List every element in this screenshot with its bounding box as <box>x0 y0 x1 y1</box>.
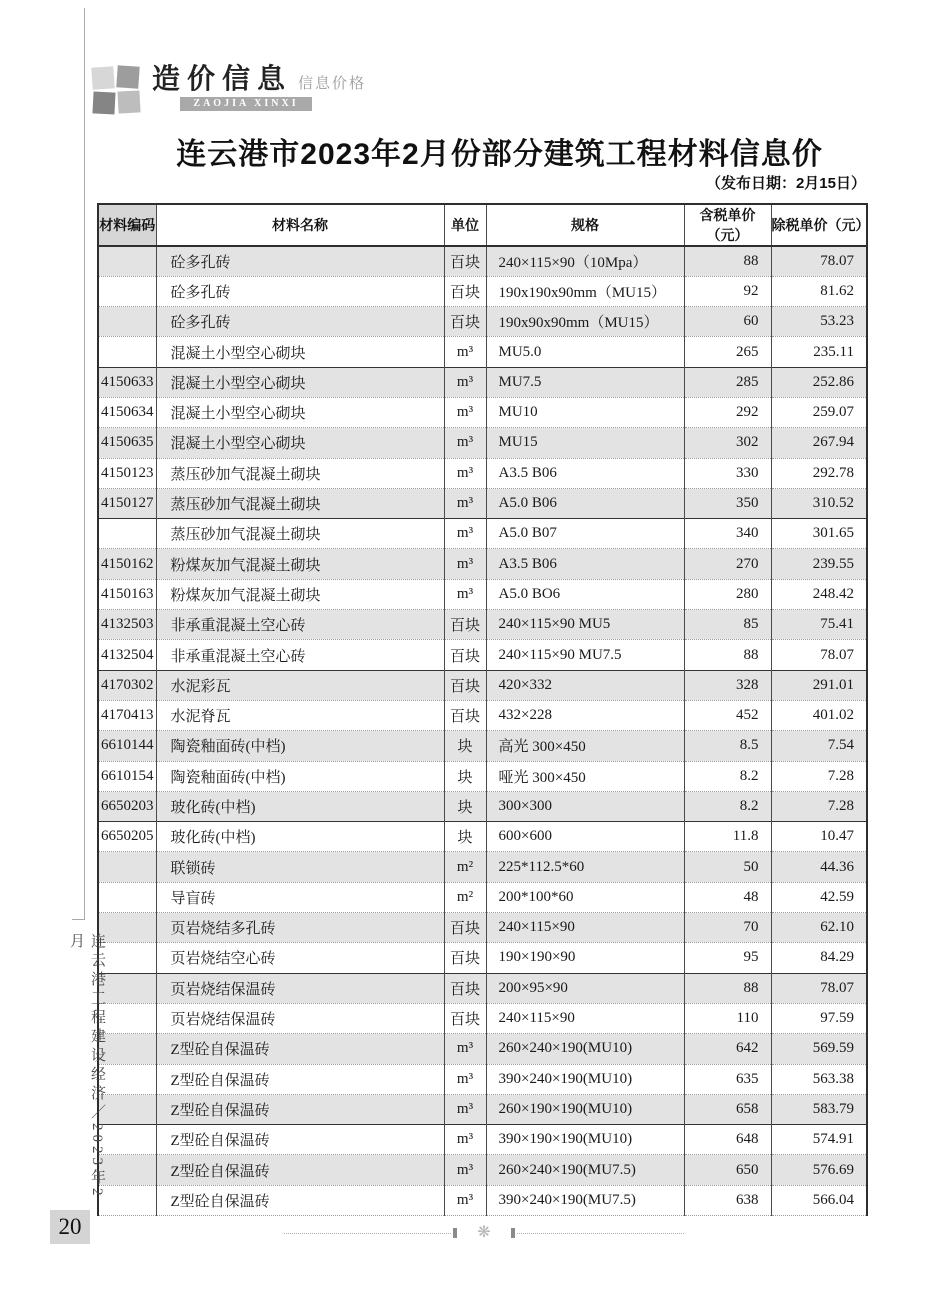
cell-tax: 285 <box>684 367 771 397</box>
cell-tax: 88 <box>684 973 771 1003</box>
table-header-row <box>98 204 867 246</box>
cell-unit: m³ <box>444 337 486 367</box>
cell-unit: m³ <box>444 428 486 458</box>
footer-dotted-rule-right <box>517 1233 684 1234</box>
cell-unit: m³ <box>444 549 486 579</box>
cell-extax: 292.78 <box>771 458 867 488</box>
cell-name: 非承重混凝土空心砖 <box>156 640 444 670</box>
left-margin-rule-tick <box>72 919 85 920</box>
cell-unit: m² <box>444 882 486 912</box>
footer-dotted-rule-left <box>284 1233 451 1234</box>
cell-tax: 302 <box>684 428 771 458</box>
cell-tax: 280 <box>684 579 771 609</box>
cell-tax: 88 <box>684 640 771 670</box>
cell-name: 非承重混凝土空心砖 <box>156 610 444 640</box>
cell-spec: 240×115×90（10Mpa） <box>486 246 684 276</box>
sidebar-journal-title: 连云港工程建设经济／2023年2月 <box>68 933 105 1200</box>
col-header-material-name: 材料名称 <box>156 204 444 246</box>
table-row <box>98 397 867 427</box>
cell-unit: m³ <box>444 1185 486 1215</box>
cell-spec: 200*100*60 <box>486 882 684 912</box>
cell-name: Z型砼自保温砖 <box>156 1094 444 1124</box>
cell-code: 6650203 <box>98 791 156 821</box>
cell-spec: 200×95×90 <box>486 973 684 1003</box>
cell-extax: 81.62 <box>771 276 867 306</box>
cell-extax: 53.23 <box>771 307 867 337</box>
table-row <box>98 791 867 821</box>
cell-spec: A5.0 BO6 <box>486 579 684 609</box>
logo-square-top-right <box>116 65 139 88</box>
cell-tax: 8.5 <box>684 731 771 761</box>
cell-tax: 340 <box>684 519 771 549</box>
cell-unit: 百块 <box>444 640 486 670</box>
footer-ornament <box>284 1224 684 1242</box>
cell-code: 4132503 <box>98 610 156 640</box>
cell-code: 4150123 <box>98 458 156 488</box>
cell-spec: A5.0 B06 <box>486 488 684 518</box>
cell-spec: A3.5 B06 <box>486 458 684 488</box>
table-row <box>98 1034 867 1064</box>
cell-name: Z型砼自保温砖 <box>156 1185 444 1215</box>
col-header-price-ex-tax: 除税单价（元） <box>771 204 867 246</box>
cell-code: 4170413 <box>98 700 156 730</box>
cell-extax: 310.52 <box>771 488 867 518</box>
table-row <box>98 458 867 488</box>
cell-name: 粉煤灰加气混凝土砌块 <box>156 579 444 609</box>
cell-tax: 658 <box>684 1094 771 1124</box>
cell-tax: 110 <box>684 1003 771 1033</box>
cell-unit: 百块 <box>444 973 486 1003</box>
cell-unit: m³ <box>444 519 486 549</box>
cell-extax: 7.28 <box>771 761 867 791</box>
footer-bar-left <box>453 1228 457 1238</box>
cell-name: 砼多孔砖 <box>156 246 444 276</box>
table-row <box>98 882 867 912</box>
cell-name: 页岩烧结保温砖 <box>156 1003 444 1033</box>
cell-tax: 95 <box>684 943 771 973</box>
table-row <box>98 488 867 518</box>
cell-name: 页岩烧结空心砖 <box>156 943 444 973</box>
table-row <box>98 428 867 458</box>
col-header-price-with-tax: 含税单价（元） <box>684 204 771 246</box>
table-row <box>98 276 867 306</box>
cell-code <box>98 519 156 549</box>
table-row <box>98 1003 867 1033</box>
cell-name: 砼多孔砖 <box>156 307 444 337</box>
cell-extax: 574.91 <box>771 1125 867 1155</box>
cell-spec: 240×115×90 MU7.5 <box>486 640 684 670</box>
cell-unit: m² <box>444 852 486 882</box>
cell-name: 蒸压砂加气混凝土砌块 <box>156 488 444 518</box>
cell-spec: 300×300 <box>486 791 684 821</box>
cell-unit: m³ <box>444 1125 486 1155</box>
cell-code: 4150634 <box>98 397 156 427</box>
cell-spec: MU15 <box>486 428 684 458</box>
cell-code: 4150127 <box>98 488 156 518</box>
cell-unit: m³ <box>444 1064 486 1094</box>
col-header-material-code: 材料编码 <box>98 204 156 246</box>
cell-spec: 432×228 <box>486 700 684 730</box>
cell-spec: MU5.0 <box>486 337 684 367</box>
cell-unit: 块 <box>444 791 486 821</box>
table-row <box>98 973 867 1003</box>
cell-name: Z型砼自保温砖 <box>156 1155 444 1185</box>
cell-tax: 48 <box>684 882 771 912</box>
cell-tax: 265 <box>684 337 771 367</box>
cell-unit: 百块 <box>444 913 486 943</box>
cell-spec: 390×240×190(MU7.5) <box>486 1185 684 1215</box>
cell-spec: 390×240×190(MU10) <box>486 1064 684 1094</box>
cell-spec: 390×190×190(MU10) <box>486 1125 684 1155</box>
cell-tax: 88 <box>684 246 771 276</box>
cell-extax: 566.04 <box>771 1185 867 1215</box>
logo-square-bottom-right <box>117 90 140 113</box>
masthead <box>92 64 366 116</box>
table-row <box>98 367 867 397</box>
cell-extax: 42.59 <box>771 882 867 912</box>
cell-spec: 225*112.5*60 <box>486 852 684 882</box>
cell-name: 玻化砖(中档) <box>156 791 444 821</box>
table-row <box>98 640 867 670</box>
cell-tax: 638 <box>684 1185 771 1215</box>
cell-tax: 650 <box>684 1155 771 1185</box>
cell-name: Z型砼自保温砖 <box>156 1064 444 1094</box>
cell-spec: MU7.5 <box>486 367 684 397</box>
table-row <box>98 549 867 579</box>
cell-name: 水泥彩瓦 <box>156 670 444 700</box>
cell-unit: m³ <box>444 488 486 518</box>
cell-spec: 240×115×90 <box>486 1003 684 1033</box>
cell-name: 导盲砖 <box>156 882 444 912</box>
cell-name: Z型砼自保温砖 <box>156 1034 444 1064</box>
table-row <box>98 852 867 882</box>
table-row <box>98 307 867 337</box>
cell-spec: 600×600 <box>486 822 684 852</box>
cell-code: 4150163 <box>98 579 156 609</box>
table-body <box>98 246 867 1216</box>
cell-unit: 百块 <box>444 276 486 306</box>
cell-extax: 583.79 <box>771 1094 867 1124</box>
cell-name: 陶瓷釉面砖(中档) <box>156 731 444 761</box>
cell-spec: 哑光 300×450 <box>486 761 684 791</box>
cell-tax: 60 <box>684 307 771 337</box>
cell-spec: A3.5 B06 <box>486 549 684 579</box>
cell-code <box>98 337 156 367</box>
cell-unit: m³ <box>444 397 486 427</box>
table-row <box>98 700 867 730</box>
cell-tax: 292 <box>684 397 771 427</box>
cell-code: 4132504 <box>98 640 156 670</box>
cell-code: 4150635 <box>98 428 156 458</box>
cell-extax: 301.65 <box>771 519 867 549</box>
table-row <box>98 610 867 640</box>
cell-tax: 50 <box>684 852 771 882</box>
cell-extax: 267.94 <box>771 428 867 458</box>
table-row <box>98 1185 867 1215</box>
masthead-tagline: ZAOJIA XINXI <box>180 97 312 111</box>
cell-name: 砼多孔砖 <box>156 276 444 306</box>
cell-name: 混凝土小型空心砌块 <box>156 337 444 367</box>
cell-unit: m³ <box>444 1094 486 1124</box>
table-row <box>98 579 867 609</box>
cell-unit: 百块 <box>444 1003 486 1033</box>
flower-ornament-icon: ❋ <box>477 1224 491 1241</box>
table-row <box>98 943 867 973</box>
cell-extax: 44.36 <box>771 852 867 882</box>
cell-extax: 235.11 <box>771 337 867 367</box>
cell-unit: m³ <box>444 1155 486 1185</box>
cell-name: 陶瓷釉面砖(中档) <box>156 761 444 791</box>
cell-tax: 642 <box>684 1034 771 1064</box>
cell-extax: 7.28 <box>771 791 867 821</box>
cell-unit: m³ <box>444 458 486 488</box>
cell-extax: 576.69 <box>771 1155 867 1185</box>
cell-code <box>98 852 156 882</box>
cell-tax: 11.8 <box>684 822 771 852</box>
cell-unit: 块 <box>444 761 486 791</box>
cell-name: 蒸压砂加气混凝土砌块 <box>156 519 444 549</box>
cell-tax: 635 <box>684 1064 771 1094</box>
cell-code: 6610154 <box>98 761 156 791</box>
table-row <box>98 822 867 852</box>
cell-unit: m³ <box>444 1034 486 1064</box>
cell-unit: 百块 <box>444 700 486 730</box>
cell-spec: A5.0 B07 <box>486 519 684 549</box>
cell-extax: 75.41 <box>771 610 867 640</box>
logo-square-bottom-left <box>92 91 115 114</box>
cell-unit: 百块 <box>444 307 486 337</box>
cell-extax: 7.54 <box>771 731 867 761</box>
cell-extax: 239.55 <box>771 549 867 579</box>
cell-extax: 78.07 <box>771 246 867 276</box>
table-row <box>98 337 867 367</box>
cell-spec: 190x190x90mm（MU15） <box>486 276 684 306</box>
table-row <box>98 246 867 276</box>
cell-unit: m³ <box>444 579 486 609</box>
cell-code <box>98 246 156 276</box>
cell-name: 蒸压砂加气混凝土砌块 <box>156 458 444 488</box>
table-row <box>98 913 867 943</box>
cell-code: 4150633 <box>98 367 156 397</box>
cell-tax: 648 <box>684 1125 771 1155</box>
cell-code: 4170302 <box>98 670 156 700</box>
table-row <box>98 1155 867 1185</box>
cell-tax: 92 <box>684 276 771 306</box>
cell-extax: 97.59 <box>771 1003 867 1033</box>
col-header-spec: 规格 <box>486 204 684 246</box>
cell-name: 混凝土小型空心砌块 <box>156 367 444 397</box>
masthead-title: 造价信息 <box>152 63 293 94</box>
cell-tax: 8.2 <box>684 761 771 791</box>
cell-extax: 259.07 <box>771 397 867 427</box>
cell-name: 玻化砖(中档) <box>156 822 444 852</box>
cell-tax: 85 <box>684 610 771 640</box>
cell-tax: 350 <box>684 488 771 518</box>
cell-extax: 78.07 <box>771 973 867 1003</box>
cell-spec: MU10 <box>486 397 684 427</box>
logo-square-top-left <box>91 66 114 89</box>
cell-extax: 569.59 <box>771 1034 867 1064</box>
cell-spec: 190x90x90mm（MU15） <box>486 307 684 337</box>
table-row <box>98 1094 867 1124</box>
cell-extax: 248.42 <box>771 579 867 609</box>
cell-unit: 百块 <box>444 943 486 973</box>
cell-unit: 百块 <box>444 670 486 700</box>
cell-spec: 高光 300×450 <box>486 731 684 761</box>
cell-unit: 百块 <box>444 610 486 640</box>
table-row <box>98 761 867 791</box>
cell-extax: 62.10 <box>771 913 867 943</box>
cell-extax: 10.47 <box>771 822 867 852</box>
left-margin-rule <box>84 8 85 920</box>
cell-code <box>98 276 156 306</box>
cell-tax: 70 <box>684 913 771 943</box>
cell-spec: 190×190×90 <box>486 943 684 973</box>
cell-tax: 328 <box>684 670 771 700</box>
page-title: 连云港市2023年2月份部分建筑工程材料信息价 <box>176 138 823 171</box>
cell-code <box>98 307 156 337</box>
cell-code: 4150162 <box>98 549 156 579</box>
cell-spec: 240×115×90 <box>486 913 684 943</box>
cell-extax: 563.38 <box>771 1064 867 1094</box>
cell-code: 6610144 <box>98 731 156 761</box>
cell-unit: 百块 <box>444 246 486 276</box>
cell-spec: 420×332 <box>486 670 684 700</box>
material-price-table <box>97 203 868 1216</box>
cell-unit: m³ <box>444 367 486 397</box>
cell-tax: 270 <box>684 549 771 579</box>
table-row <box>98 519 867 549</box>
publish-date: （发布日期：2月15日） <box>705 175 866 192</box>
cell-tax: 330 <box>684 458 771 488</box>
footer-bar-right <box>511 1228 515 1238</box>
page-number: 20 <box>50 1210 90 1244</box>
cell-spec: 260×240×190(MU10) <box>486 1034 684 1064</box>
logo-squares-icon <box>92 66 142 116</box>
table-row <box>98 1064 867 1094</box>
cell-code: 6650205 <box>98 822 156 852</box>
cell-extax: 291.01 <box>771 670 867 700</box>
col-header-unit: 单位 <box>444 204 486 246</box>
cell-extax: 401.02 <box>771 700 867 730</box>
cell-name: 混凝土小型空心砌块 <box>156 428 444 458</box>
cell-name: 联锁砖 <box>156 852 444 882</box>
table-row <box>98 1125 867 1155</box>
masthead-subtitle: 信息价格 <box>298 75 367 92</box>
cell-extax: 252.86 <box>771 367 867 397</box>
cell-tax: 8.2 <box>684 791 771 821</box>
table-row <box>98 731 867 761</box>
cell-tax: 452 <box>684 700 771 730</box>
cell-unit: 块 <box>444 731 486 761</box>
cell-name: 粉煤灰加气混凝土砌块 <box>156 549 444 579</box>
cell-name: Z型砼自保温砖 <box>156 1125 444 1155</box>
cell-spec: 260×240×190(MU7.5) <box>486 1155 684 1185</box>
cell-name: 页岩烧结多孔砖 <box>156 913 444 943</box>
cell-extax: 78.07 <box>771 640 867 670</box>
cell-extax: 84.29 <box>771 943 867 973</box>
cell-code <box>98 882 156 912</box>
cell-name: 页岩烧结保温砖 <box>156 973 444 1003</box>
cell-spec: 240×115×90 MU5 <box>486 610 684 640</box>
table-row <box>98 670 867 700</box>
cell-unit: 块 <box>444 822 486 852</box>
cell-spec: 260×190×190(MU10) <box>486 1094 684 1124</box>
cell-name: 混凝土小型空心砌块 <box>156 397 444 427</box>
cell-name: 水泥脊瓦 <box>156 700 444 730</box>
